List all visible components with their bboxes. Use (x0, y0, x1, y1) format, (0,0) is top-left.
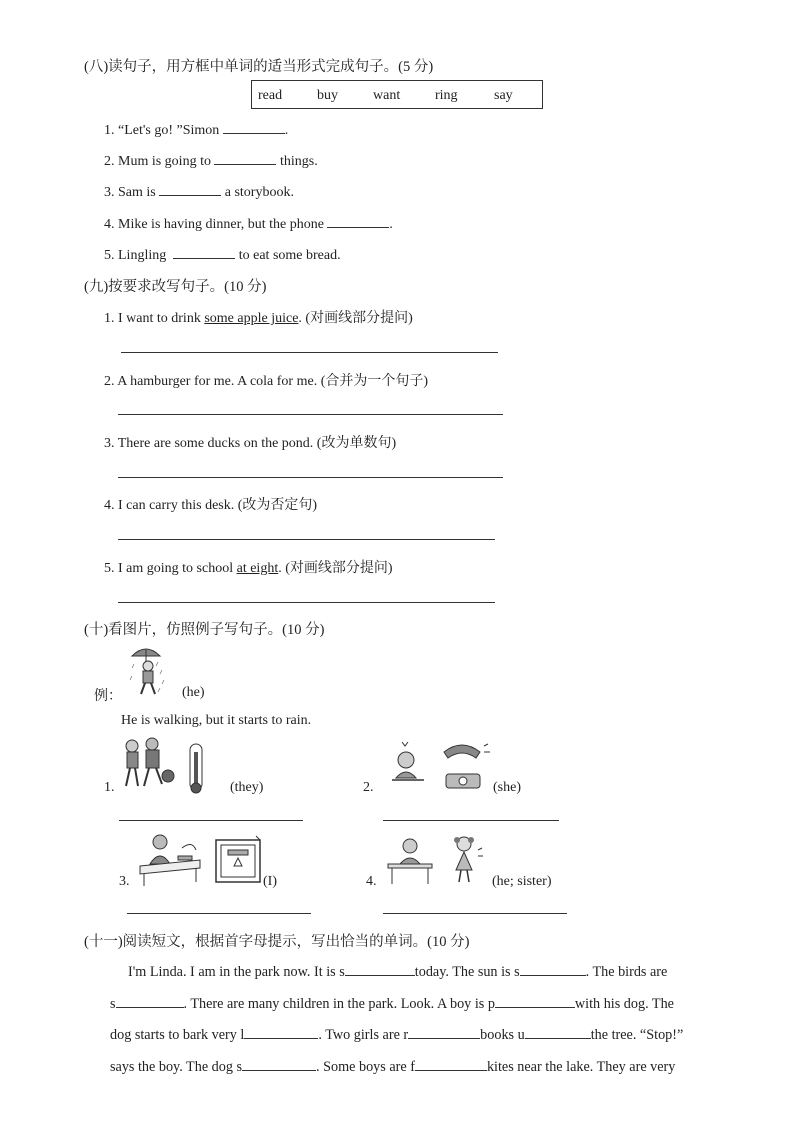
s9-question-2: 2. A hamburger for me. A cola for me. (合并为一个句子) (104, 374, 429, 389)
example-sentence: He is walking, but it starts to rain. (121, 713, 312, 728)
s8-question-1: 1. “Let's go! ”Simon . (104, 120, 288, 139)
item-1-number: 1. (104, 780, 115, 795)
s9-question-4: 4. I can carry this desk. (改为否定句) (104, 498, 318, 513)
section-10-title: (十)看图片，仿照例子写句子。(10 分) (84, 622, 325, 638)
answer-blank[interactable] (242, 1057, 316, 1071)
answer-blank[interactable] (223, 120, 285, 134)
s8-question-4: 4. Mike is having dinner, but the phone . (104, 214, 393, 233)
item-4-number: 4. (366, 874, 377, 889)
answer-blank[interactable] (345, 962, 415, 976)
boy-at-desk-picture (138, 830, 202, 888)
s8-question-3: 3. Sam is a storybook. (104, 182, 294, 201)
s9-question-3: 3. There are some ducks on the pond. (改为单数句) (104, 436, 397, 451)
tv-screen-picture (214, 834, 264, 884)
answer-line[interactable] (118, 539, 495, 540)
word-box (251, 80, 543, 109)
answer-line[interactable] (127, 913, 311, 914)
girl-phone-ringing-picture (384, 738, 492, 794)
answer-blank[interactable] (495, 994, 575, 1008)
answer-blank[interactable] (327, 214, 389, 228)
example-hint: (he) (182, 685, 205, 700)
item-1-hint: (they) (230, 780, 264, 795)
s8-question-5: 5. Lingling to eat some bread. (104, 245, 341, 264)
item-3-hint: (I) (263, 874, 277, 889)
answer-blank[interactable] (408, 1025, 480, 1039)
section-9-title: (九)按要求改写句子。(10 分) (84, 279, 267, 295)
answer-line[interactable] (118, 477, 503, 478)
kids-playing-ball-picture (122, 736, 220, 794)
answer-blank[interactable] (415, 1057, 487, 1071)
section-8-title: (八)读句子，用方框中单词的适当形式完成句子。(5 分) (84, 59, 434, 75)
word-want: want (373, 88, 401, 103)
answer-line[interactable] (118, 602, 495, 603)
word-say: say (494, 88, 513, 103)
passage-line-1: I'm Linda. I am in the park now. It is s today. The sun is s . The birds are (128, 964, 668, 980)
answer-blank[interactable] (173, 245, 235, 259)
answer-blank[interactable] (520, 962, 586, 976)
answer-blank[interactable] (525, 1025, 591, 1039)
answer-line[interactable] (383, 913, 567, 914)
item-4-hint: (he; sister) (492, 874, 552, 889)
passage-line-2: s . There are many children in the park. Look. A boy is p with his dog. The (110, 996, 674, 1012)
item-2-hint: (she) (493, 780, 521, 795)
passage-line-4: says the boy. The dog s . Some boys are f kites near the lake. They are very (110, 1059, 676, 1075)
answer-line[interactable] (121, 352, 498, 353)
section-11-title: (十一)阅读短文，根据首字母提示，写出恰当的单词。(10 分) (84, 934, 470, 950)
item-2-number: 2. (363, 780, 374, 795)
passage-line-3: dog starts to bark very l . Two girls are r books u the tree. “Stop!” (110, 1027, 684, 1043)
boy-and-sister-picture (386, 834, 486, 886)
s9-question-5: 5. I am going to school at eight. (对画线部分提问) (104, 561, 393, 576)
answer-blank[interactable] (214, 151, 276, 165)
answer-blank[interactable] (116, 994, 184, 1008)
example-label: 例： (94, 689, 122, 704)
answer-line[interactable] (383, 820, 559, 821)
answer-blank[interactable] (159, 182, 221, 196)
walking-in-rain-picture (128, 642, 168, 698)
answer-line[interactable] (118, 414, 503, 415)
answer-blank[interactable] (244, 1025, 318, 1039)
word-read: read (258, 88, 283, 103)
s8-question-2: 2. Mum is going to things. (104, 151, 318, 170)
word-ring: ring (435, 88, 458, 103)
word-buy: buy (317, 88, 338, 103)
s9-question-1: 1. I want to drink some apple juice. (对画线部分提问) (104, 311, 413, 326)
item-3-number: 3. (119, 874, 130, 889)
answer-line[interactable] (119, 820, 303, 821)
